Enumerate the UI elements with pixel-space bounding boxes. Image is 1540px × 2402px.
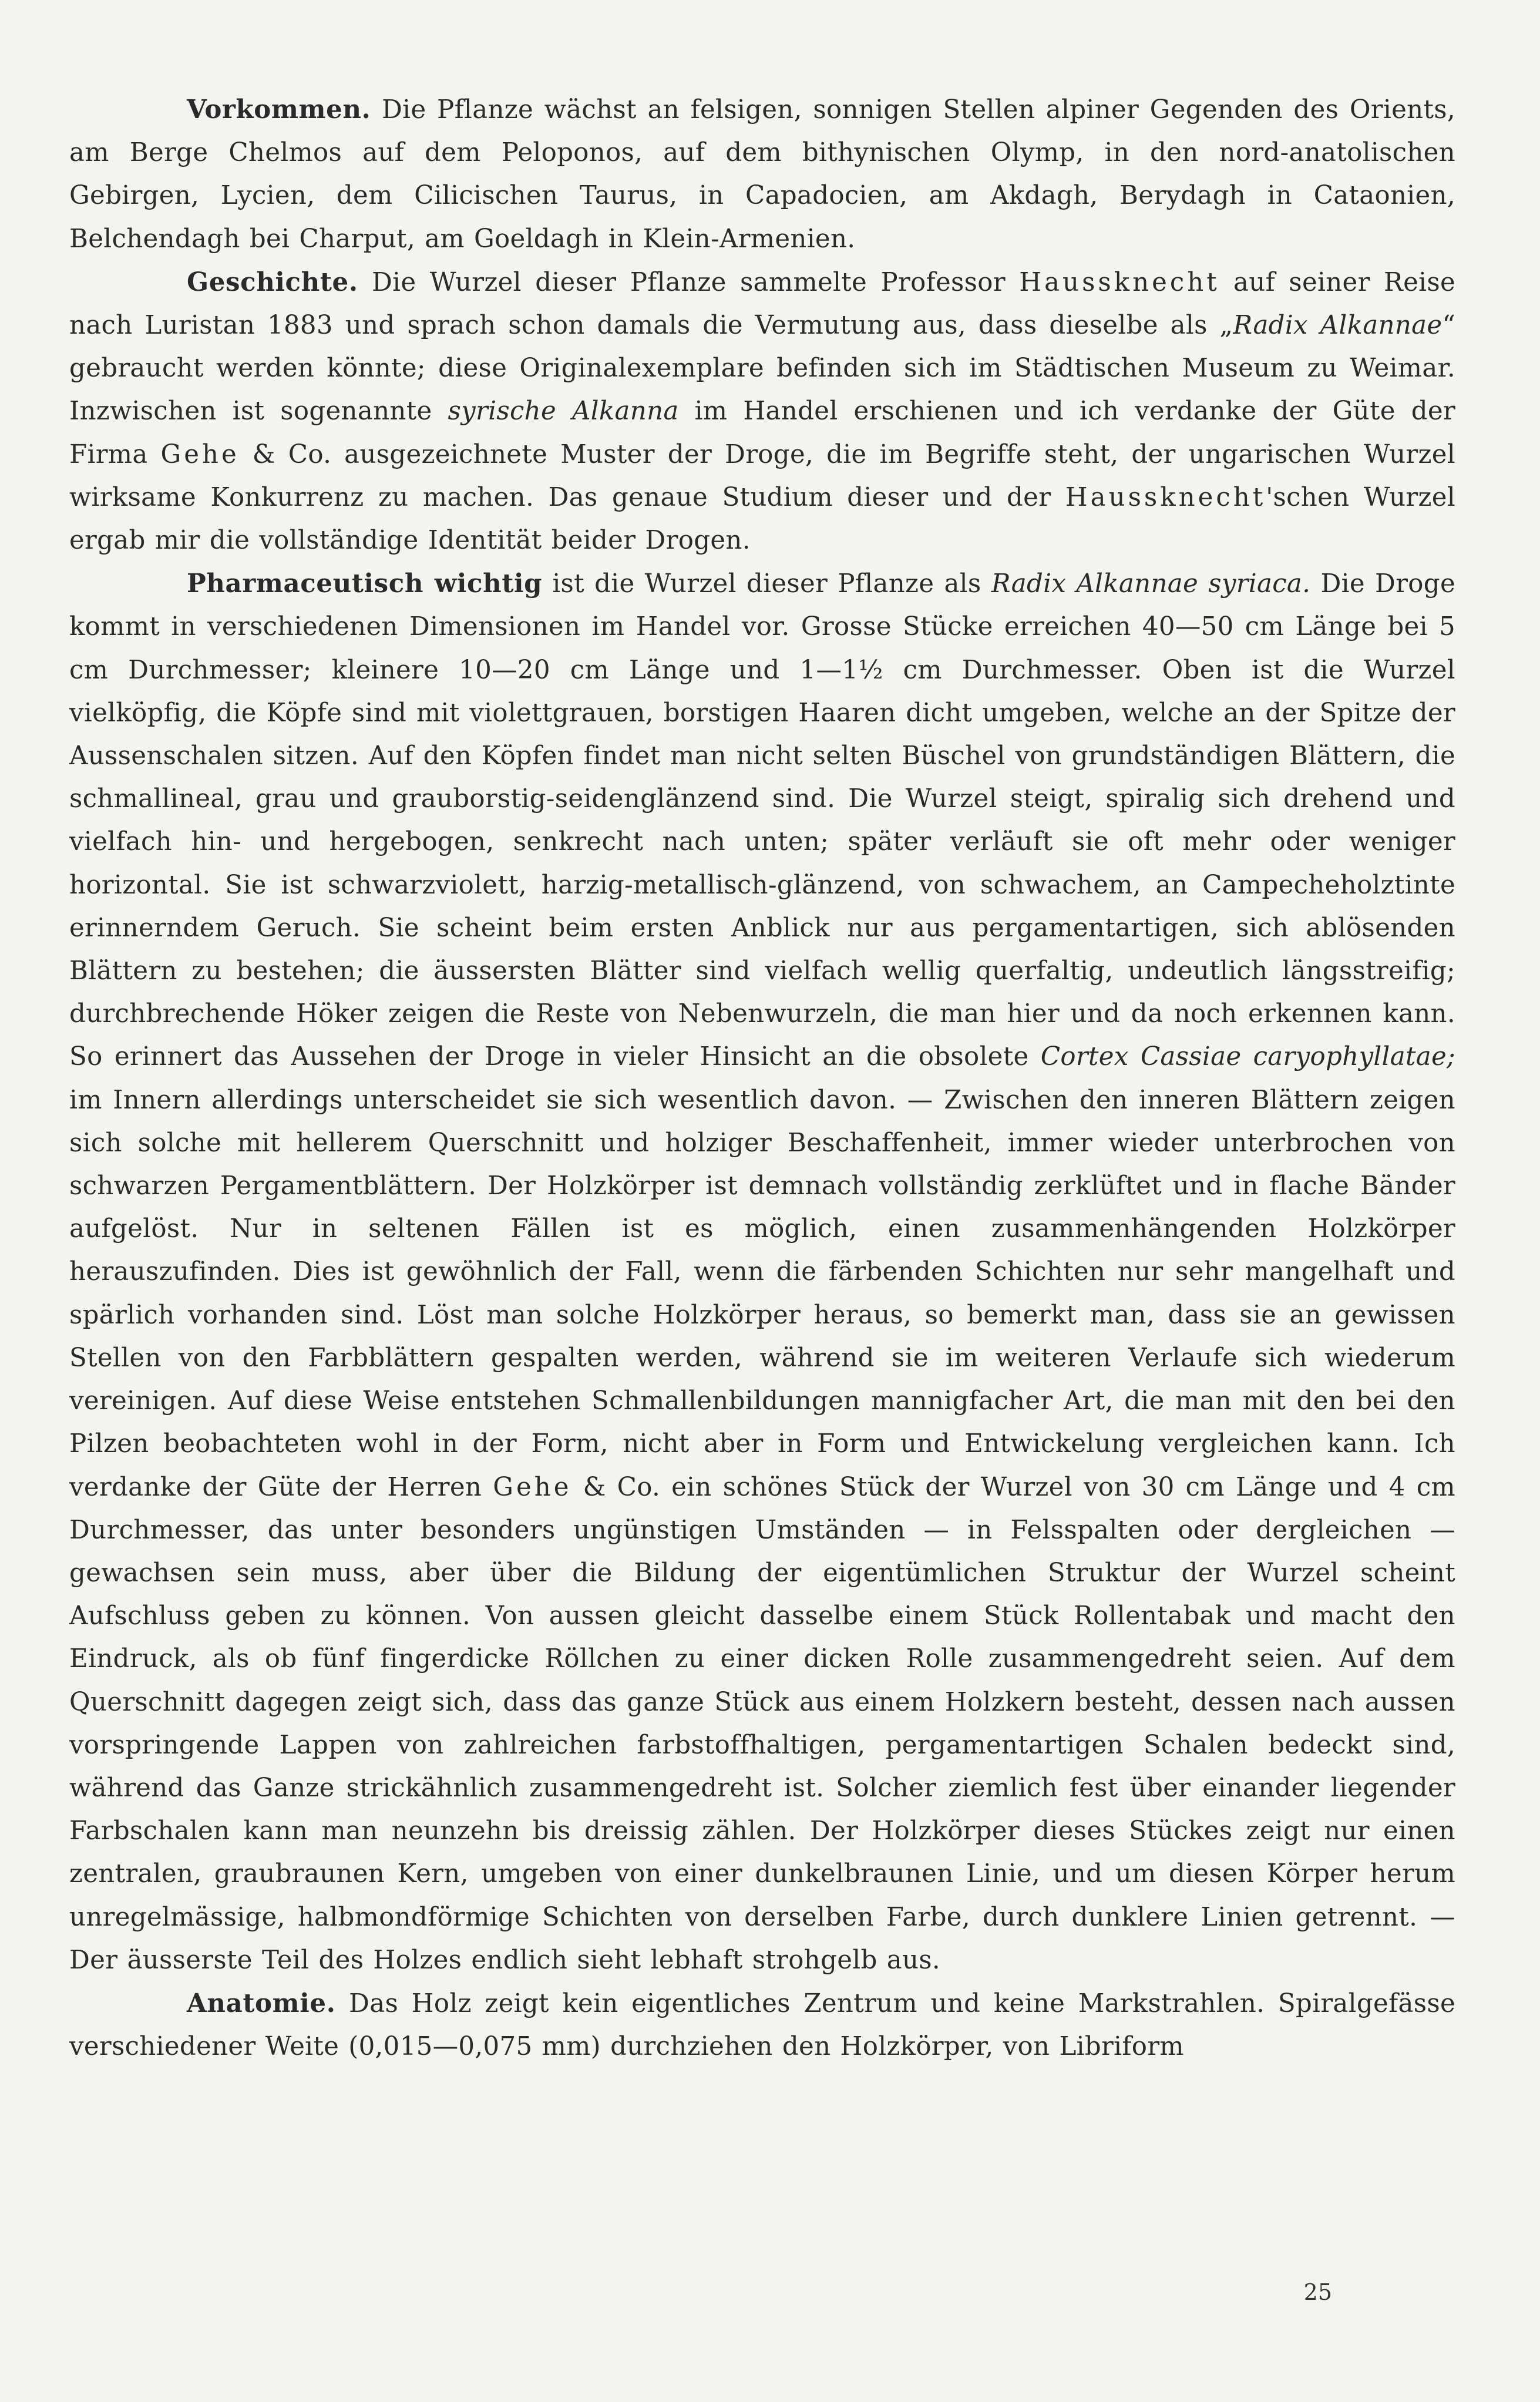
paragraph-anatomie xyxy=(69,1982,1455,2068)
italic-term: Radix Alkannae xyxy=(1233,311,1443,341)
paragraph-text: “ gebraucht werden könnte; diese Originalexemplare befinden sich im Städtischen Museum zu Weimar. Inzwischen ist sogenannte xyxy=(69,311,1455,426)
heading-anatomie: Anatomie. xyxy=(187,1988,336,2018)
paragraph-geschichte xyxy=(69,261,1455,562)
paragraph-vorkommen xyxy=(69,88,1455,261)
paragraph-pharmaceutisch xyxy=(69,562,1455,1982)
paragraph-text: Die Pflanze wächst an felsigen, sonnigen Stellen alpiner Gegenden des Orients, am Berge Chelmos auf dem Peloponos, auf dem bithynischen Olymp, in den nord-anatolischen Gebirgen, Lycien, dem Cilicischen Taurus, in Capadocien, am Akdagh, Berydagh in Cataonien, Belchendagh bei Charput, am Goeldagh in Klein-Armenien. xyxy=(69,95,1455,254)
paragraph-text: Die Droge kommt in verschiedenen Dimensionen im Handel vor. Grosse Stücke erreichen 40—50 cm Länge bei 5 cm Durchmesser; kleinere 10—20 cm Länge und 1—1½ cm Durchmesser. Oben ist die Wurzel vielköpfig, die Köpfe sind mit violettgrauen, borstigen Haaren dicht umgeben, welche an der Spitze der Aussenschalen sitzen. Auf den Köpfen findet man nicht selten Büschel von grundständigen Blättern, die schmallineal, grau und grauborstig-seidenglänzend sind. Die Wurzel steigt, spiralig sich drehend und vielfach hin- und hergebogen, senkrecht nach unten; später verläuft sie oft mehr oder weniger horizontal. Sie ist schwarzviolett, harzig-metallisch-glänzend, von schwachem, an Campecheholztinte erinnerndem Geruch. Sie scheint beim ersten Anblick nur aus pergamentartigen, sich ablösenden Blättern zu bestehen; die äussersten Blätter sind vielfach wellig querfaltig, undeutlich längsstreifig; durchbrechende Höker zeigen die Reste von Nebenwurzeln, die man hier und da noch erkennen kann. So erinnert das Aussehen der Droge in vieler Hinsicht an die obsolete xyxy=(69,569,1455,1072)
paragraph-text: im Innern allerdings unterscheidet sie sich wesentlich davon. — Zwischen den inneren Blättern zeigen sich solche mit hellerem Querschnitt und holziger Beschaffenheit, immer wieder unterbrochen von schwarzen Pergamentblättern. Der Holzkörper ist demnach vollständig zerklüftet und in flache Bänder aufgelöst. Nur in seltenen Fällen ist es möglich, einen zusammenhängenden Holzkörper herauszufinden. Dies ist gewöhnlich der Fall, wenn die färbenden Schichten nur sehr mangelhaft und spärlich vorhanden sind. Löst man solche Holzkörper heraus, so bemerkt man, dass sie an gewissen Stellen von den Farbblättern gespalten werden, während sie im weiteren Verlaufe sich wiederum vereinigen. Auf diese Weise entstehen Schmallenbildungen mannigfacher Art, die man mit den bei den Pilzen beobachteten wohl in der Form, nicht aber in Form und Entwickelung vergleichen kann. Ich verdanke der Güte der Herren xyxy=(69,1085,1455,1502)
spaced-name: Gehe xyxy=(493,1472,572,1502)
paragraph-text: & Co. ein schönes Stück der Wurzel von 30 cm Länge und 4 cm Durchmesser, das unter besonders ungünstigen Umständen — in Felsspalten oder dergleichen — gewachsen sein muss, aber über die Bildung der eigentümlichen Struktur der Wurzel scheint Aufschluss geben zu können. Von aussen gleicht dasselbe einem Stück Rollentabak und macht den Eindruck, als ob fünf fingerdicke Röllchen zu einer dicken Rolle zusammengedreht seien. Auf dem Querschnitt dagegen zeigt sich, dass das ganze Stück aus einem Holzkern besteht, dessen nach aussen vorspringende Lappen von zahlreichen farbstoffhaltigen, pergamentartigen Schalen bedeckt sind, während das Ganze strickähnlich zusammengedreht ist. Solcher ziemlich fest über einander liegender Farbschalen kann man neunzehn bis dreissig zählen. Der Holzkörper dieses Stückes zeigt nur einen zentralen, graubraunen Kern, umgeben von einer dunkelbraunen Linie, und um diesen Körper herum unregelmässige, halbmondförmige Schichten von derselben Farbe, durch dunklere Linien getrennt. — Der äusserste Teil des Holzes endlich sieht lebhaft strohgelb aus. xyxy=(69,1472,1455,1975)
spaced-name: Haussknecht xyxy=(1019,267,1220,297)
paragraph-text: im Handel erschienen und ich verdanke der Güte der Firma xyxy=(69,397,1456,469)
heading-pharmaceutisch: Pharmaceutisch wichtig xyxy=(187,569,543,599)
page-number: 25 xyxy=(1303,2279,1332,2305)
italic-term: Radix Alkannae syriaca. xyxy=(991,569,1311,599)
spaced-name: Gehe xyxy=(160,439,240,469)
heading-vorkommen: Vorkommen. xyxy=(187,95,371,125)
spaced-name: Haussknecht xyxy=(1065,482,1266,512)
paragraph-text: Die Wurzel dieser Pflanze sammelte Professor xyxy=(358,267,1020,297)
document-page xyxy=(69,88,1455,2344)
paragraph-text: 'schen Wurzel ergab mir die vollständige Identität beider Drogen. xyxy=(69,482,1455,556)
paragraph-text: & Co. ausgezeichnete Muster der Droge, die im Begriffe steht, der ungarischen Wurzel wirksame Konkurrenz zu machen. Das genaue Studium dieser und der xyxy=(69,439,1455,512)
paragraph-text: auf seiner Reise nach Luristan 1883 und sprach schon damals die Vermutung aus, dass dieselbe als „ xyxy=(69,267,1455,341)
paragraph-text: ist die Wurzel dieser Pflanze als xyxy=(542,569,991,599)
paragraph-text: Das Holz zeigt kein eigentliches Zentrum und keine Markstrahlen. Spiralgefässe verschiedener Weite (0,015—0,075 mm) durchziehen den Holzkörper, von Libriform xyxy=(69,1988,1455,2062)
italic-term: syrische Alkanna xyxy=(448,397,679,426)
italic-term: Cortex Cassiae caryophyllatae; xyxy=(1040,1042,1455,1072)
heading-geschichte: Geschichte. xyxy=(187,267,358,297)
